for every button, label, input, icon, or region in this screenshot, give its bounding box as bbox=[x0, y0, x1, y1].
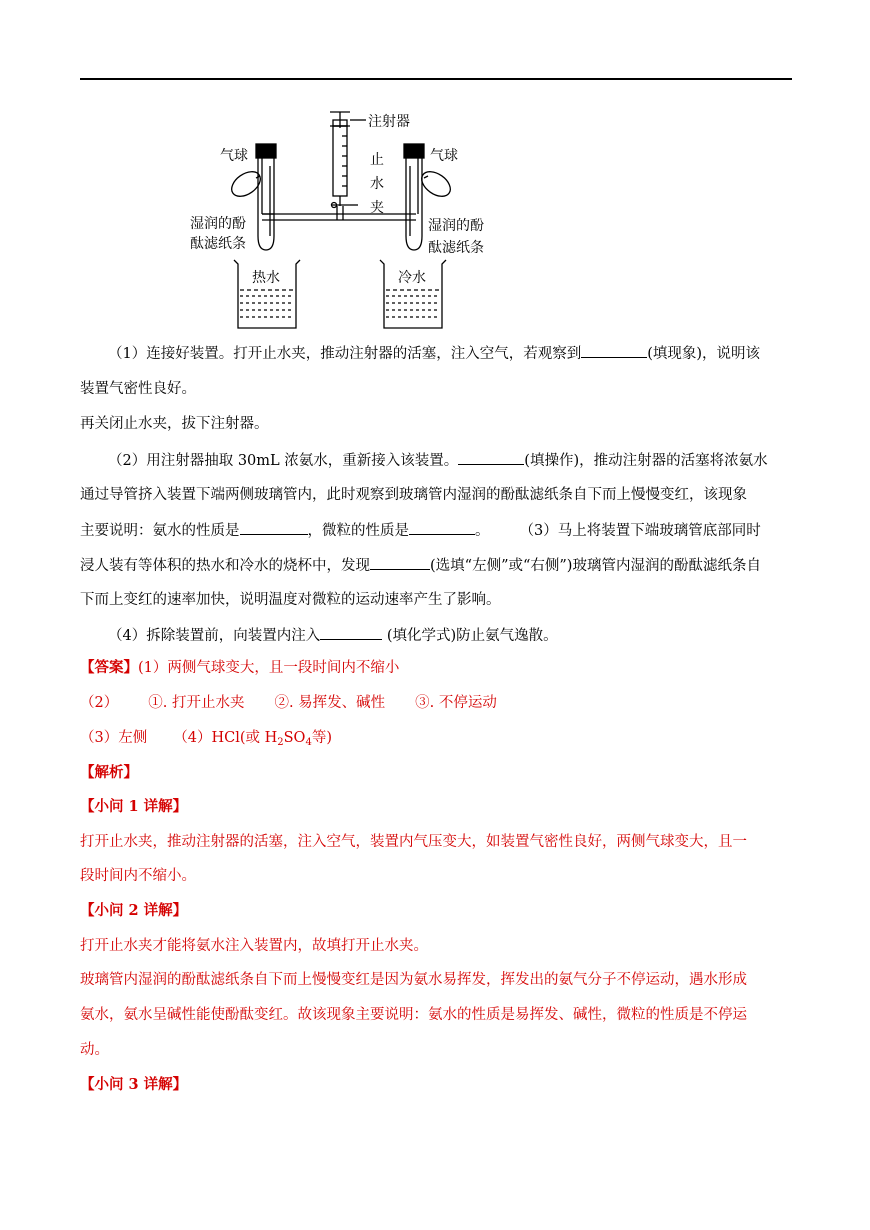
connecting-tube bbox=[262, 214, 416, 220]
analysis-q1-text-2: 段时间内不缩小。 bbox=[80, 868, 196, 884]
header-rule bbox=[80, 78, 792, 80]
clamp bbox=[331, 203, 358, 221]
answer-line-2: （2） ①. 打开止水夹 ②. 易挥发、碱性 ③. 不停运动 bbox=[80, 695, 497, 711]
q4-line: （4）拆除装置前，向装置内注入 (填化学式)防止氨气逸散。 bbox=[80, 625, 792, 646]
label-hot-water: 热水 bbox=[252, 270, 280, 286]
q1-line-2: 装置气密性良好。 bbox=[80, 381, 196, 397]
analysis-q2-text-3: 氨水，氨水呈碱性能使酚酞变红。故该现象主要说明：氨水的性质是易挥发、碱性，微粒的性质是不停运 bbox=[80, 1007, 747, 1023]
answer-line-3: （3）左侧 （4）HCl(或 $H_2SO_4$等) bbox=[80, 730, 332, 748]
apparatus-diagram bbox=[190, 106, 520, 336]
q3-line-1: 浸人装有等体积的热水和冷水的烧杯中，发现 (选填“左侧”或“右侧”)玻璃管内湿润的酚酞滤纸条自 bbox=[80, 555, 792, 576]
answer-blank bbox=[458, 450, 524, 465]
analysis-q2-text-4: 动。 bbox=[80, 1042, 109, 1058]
q2-line-1: （2）用注射器抽取 30mL 浓氨水，重新接入该装置。 (填操作)，推动注射器的活塞将浓氨水 bbox=[80, 450, 792, 471]
analysis-q2-heading: 【小问 2 详解】 bbox=[80, 902, 188, 919]
answer-blank bbox=[581, 343, 647, 358]
label-clamp-3: 夹 bbox=[370, 200, 384, 216]
answer-blank bbox=[370, 555, 430, 570]
label-paper-right-2: 酞滤纸条 bbox=[428, 240, 484, 256]
answer-line-1: 【答案】(1）两侧气球变大，且一段时间内不缩小 bbox=[80, 659, 400, 676]
analysis-q3-heading: 【小问 3 详解】 bbox=[80, 1076, 188, 1093]
label-syringe: 注射器 bbox=[368, 114, 410, 130]
label-clamp-2: 水 bbox=[370, 176, 384, 192]
label-balloon-left: 气球 bbox=[220, 148, 248, 164]
analysis-q2-text-2: 玻璃管内湿润的酚酞滤纸条自下而上慢慢变红是因为氨水易挥发，挥发出的氨气分子不停运动，遇水形成 bbox=[80, 972, 747, 988]
label-paper-left-2: 酞滤纸条 bbox=[190, 236, 246, 252]
analysis-heading: 【解析】 bbox=[80, 764, 138, 781]
q2-line-3: 主要说明：氨水的性质是 ，微粒的性质是 。 （3）马上将装置下端玻璃管底部同时 bbox=[80, 520, 792, 541]
label-paper-left-1: 湿润的酚 bbox=[190, 216, 246, 232]
syringe bbox=[330, 112, 366, 206]
q2-line-2: 通过导管挤入装置下端两侧玻璃管内，此时观察到玻璃管内湿润的酚酞滤纸条自下而上慢慢变红，该现象 bbox=[80, 487, 747, 503]
q1-line-1: （1）连接好装置。打开止水夹，推动注射器的活塞，注入空气，若观察到 (填现象)，说明该 bbox=[80, 343, 792, 364]
analysis-q1-heading: 【小问 1 详解】 bbox=[80, 798, 188, 815]
label-clamp-1: 止 bbox=[370, 152, 384, 168]
answer-blank bbox=[409, 520, 475, 535]
label-cold-water: 冷水 bbox=[398, 270, 426, 286]
answer-blank bbox=[240, 520, 308, 535]
analysis-q1-text-1: 打开止水夹，推动注射器的活塞，注入空气，装置内气压变大，如装置气密性良好，两侧气球变大，且一 bbox=[80, 834, 747, 850]
label-balloon-right: 气球 bbox=[430, 148, 458, 164]
q1-line-3: 再关闭止水夹，拔下注射器。 bbox=[80, 416, 269, 432]
label-paper-right-1: 湿润的酚 bbox=[428, 218, 484, 234]
answer-blank bbox=[320, 625, 382, 640]
analysis-q2-text-1: 打开止水夹才能将氨水注入装置内，故填打开止水夹。 bbox=[80, 938, 428, 954]
q3-line-2: 下而上变红的速率加快，说明温度对微粒的运动速率产生了影响。 bbox=[80, 592, 501, 608]
